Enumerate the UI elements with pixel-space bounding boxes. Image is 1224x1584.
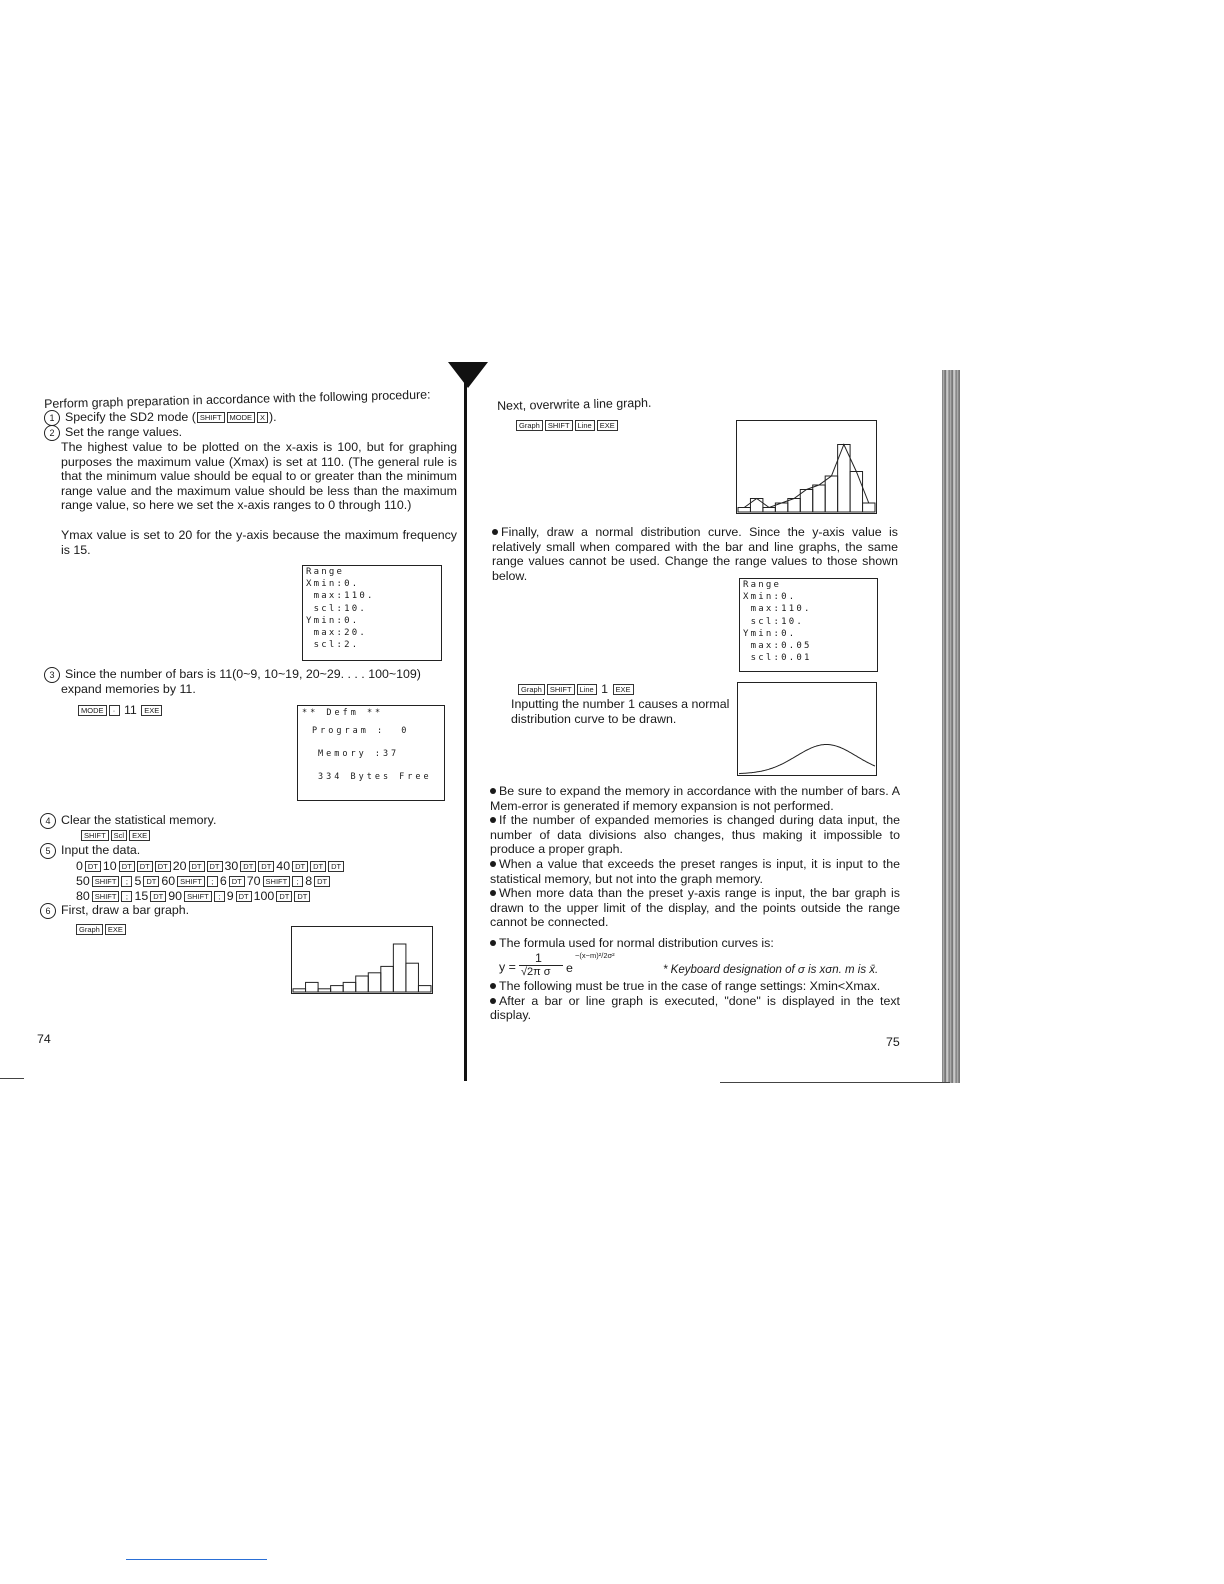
lcd-line: scl:2. [306, 640, 360, 651]
exe-key: EXE [129, 830, 150, 841]
formula-intro [490, 936, 774, 951]
step-6-keys [75, 922, 127, 937]
scl-key: Scl [111, 830, 127, 841]
page-edge [942, 370, 960, 1083]
note-text: The following must be true in the case of range settings: Xmin<Xmax. [499, 979, 881, 993]
intro-text: Perform graph preparation in accordance with the following procedure: [44, 387, 431, 411]
data-value: 80 [76, 889, 90, 903]
formula-e: e [566, 961, 573, 975]
note-item [490, 857, 900, 886]
shift-key: SHIFT [197, 412, 225, 423]
exe-key: EXE [613, 684, 634, 695]
x-key: X [257, 412, 268, 423]
semicolon-key: ; [121, 891, 132, 902]
semicolon-key: ; [292, 876, 303, 887]
dt-key: DT [229, 876, 245, 887]
data-value: 50 [76, 874, 90, 888]
bullet-dot [490, 890, 496, 896]
semicolon-key: ; [121, 876, 132, 887]
dt-key: DT [314, 876, 330, 887]
dt-key: DT [143, 876, 159, 887]
bar-graph-display [291, 926, 433, 994]
dt-key: DT [85, 861, 101, 872]
page-fold-mark [448, 362, 488, 388]
data-value: 20 [172, 859, 187, 873]
normal-keys [517, 682, 635, 697]
step-text: Since the number of bars is 11(0~9, 10~19, 20~29. . . . 100~109) [65, 667, 421, 681]
step-1 [44, 410, 277, 426]
step-number: 4 [40, 813, 56, 829]
shift-key: SHIFT [81, 830, 109, 841]
data-value: 90 [168, 889, 183, 903]
dt-key: DT [137, 861, 153, 872]
dot-key: · [109, 705, 120, 716]
note-item [490, 784, 900, 813]
defm-display [297, 705, 445, 801]
page-number-right: 75 [886, 1035, 900, 1049]
lcd-line: Program : 0 [312, 726, 410, 736]
step-3-line-2: expand memories by 11. [61, 682, 196, 696]
note-item [490, 994, 900, 1023]
dt-key: DT [294, 891, 310, 902]
note-text: When a value that exceeds the preset ranges is input, it is input to the statistical memory, but not into the graph memory. [490, 856, 900, 886]
data-value: 100 [253, 889, 275, 903]
notes-list [490, 784, 900, 930]
notes-list-2 [490, 979, 900, 1023]
formula-intro-text: The formula used for normal distribution curves is: [499, 936, 774, 950]
page-gutter [464, 368, 467, 1081]
link-underline [126, 1559, 267, 1560]
lcd-line: max:20. [306, 628, 367, 639]
note-item [490, 979, 900, 994]
lcd-line: ** Defm ** [302, 708, 384, 718]
step-number: 6 [40, 903, 56, 919]
shift-key: SHIFT [545, 420, 573, 431]
bullet-dot [490, 788, 496, 794]
note-text: When more data than the preset y-axis range is input, the bar graph is drawn to the upper limit of the display, and the points outside the range cannot be connected. [490, 886, 900, 930]
bullet-dot [490, 861, 496, 867]
bullet-dot [490, 998, 496, 1004]
step-number: 3 [44, 667, 60, 683]
edge-line-left [0, 1078, 24, 1079]
data-value: 9 [226, 889, 234, 903]
key-value: 1 [601, 682, 609, 696]
dt-key: DT [276, 891, 292, 902]
formula-numerator: 1 [535, 951, 542, 965]
step-5 [40, 843, 140, 859]
step-number: 2 [44, 425, 60, 441]
note-text: After a bar or line graph is executed, "done" is displayed in the text display. [490, 993, 900, 1023]
bullet-dot [490, 817, 496, 823]
lcd-line: scl:0.01 [743, 653, 812, 664]
data-input-line-3 [75, 889, 311, 904]
data-value: 5 [134, 874, 142, 888]
dt-key: DT [119, 861, 135, 872]
shift-key: SHIFT [547, 684, 575, 695]
next-keys [515, 418, 619, 433]
lcd-line: Range [743, 580, 782, 590]
step-text: Input the data. [61, 843, 141, 857]
shift-key: SHIFT [263, 876, 291, 887]
note-item [490, 813, 900, 857]
data-value: 15 [134, 889, 149, 903]
step-4-keys [80, 828, 151, 843]
lcd-line: Xmin:0. [743, 592, 797, 603]
mode-key: MODE [227, 412, 256, 423]
bullet-dot [490, 940, 496, 946]
data-input-line-1 [75, 859, 345, 874]
range-display-left [302, 565, 442, 661]
lcd-line: 334 Bytes Free [318, 772, 432, 782]
range-display-right [739, 578, 878, 672]
note-text: If the number of expanded memories is changed during data input, the number of data divisions also changes, thus making it impossible to produce a proper graph. [490, 813, 900, 857]
lcd-line: scl:10. [306, 603, 367, 614]
data-value: 30 [224, 859, 239, 873]
formula [499, 951, 899, 979]
lcd-line: max:110. [743, 604, 812, 615]
data-value: 8 [305, 874, 313, 888]
dt-key: DT [310, 861, 326, 872]
step-text: First, draw a bar graph. [61, 903, 190, 917]
bullet-dot [492, 529, 498, 535]
lcd-line: scl:10. [743, 616, 804, 627]
page-number-left: 74 [37, 1032, 51, 1046]
data-value: 60 [161, 874, 176, 888]
finally-body: Finally, draw a normal distribution curve. Since the y-axis value is relatively small when compared with the bar and line graphs, the same range values cannot be used. Change the range values to those shown below. [492, 525, 898, 583]
bullet-dot [490, 983, 496, 989]
line-key: Line [577, 684, 597, 695]
lcd-line: Ymin:0. [743, 628, 797, 639]
normal-curve-display [737, 682, 877, 776]
step-2-para-2: Ymax value is set to 20 for the y-axis because the maximum frequency is 15. [61, 528, 457, 557]
step-4 [40, 813, 216, 829]
semicolon-key: ; [207, 876, 218, 887]
step-3-keys [77, 703, 163, 718]
step-text: Specify the SD2 mode ( [65, 410, 196, 424]
exe-key: EXE [141, 705, 162, 716]
formula-exponent: −(x−m)²/2σ² [575, 951, 615, 960]
lcd-line: Ymin:0. [306, 615, 360, 626]
next-text: Next, overwrite a line graph. [497, 395, 652, 413]
shift-key: SHIFT [177, 876, 205, 887]
step-text-end: ). [269, 410, 277, 424]
lcd-line: max:0.05 [743, 641, 812, 652]
data-input-line-2 [75, 874, 331, 889]
shift-key: SHIFT [184, 891, 212, 902]
shift-key: SHIFT [92, 891, 120, 902]
dt-key: DT [292, 861, 308, 872]
data-value: 6 [219, 874, 227, 888]
formula-note: * Keyboard designation of σ is xσn. m is x̄. [663, 964, 879, 976]
exe-key: EXE [597, 420, 618, 431]
dt-key: DT [240, 861, 256, 872]
semicolon-key: ; [214, 891, 225, 902]
step-3 [44, 667, 421, 683]
exe-key: EXE [105, 924, 126, 935]
dt-key: DT [189, 861, 205, 872]
dt-key: DT [150, 891, 166, 902]
data-value: 0 [76, 859, 83, 873]
normal-note: Inputting the number 1 causes a normal distribution curve to be drawn. [511, 697, 730, 726]
step-2-para-1: The highest value to be plotted on the x-axis is 100, but for graphing purposes the maximum value (Xmax) is set at 110. (The general rule is that the minimum value should be equal to or greater than the minimum range value and the maximum value should be less than the maximum range value, so here we set the x-axis ranges to 0 through 110.) [61, 440, 457, 513]
note-item [490, 886, 900, 930]
data-value: 40 [276, 859, 291, 873]
lcd-line: max:110. [306, 591, 375, 602]
note-text: Be sure to expand the memory in accordance with the number of bars. A Mem-error is generated if memory expansion is not performed. [490, 784, 900, 813]
formula-denominator: √2π σ [521, 966, 551, 978]
line-key: Line [575, 420, 595, 431]
dt-key: DT [155, 861, 171, 872]
dt-key: DT [258, 861, 274, 872]
dt-key: DT [207, 861, 223, 872]
key-value: 11 [123, 703, 137, 717]
mode-key: MODE [78, 705, 107, 716]
data-value: 10 [102, 859, 117, 873]
line-graph-display [736, 420, 877, 514]
dt-key: DT [328, 861, 344, 872]
lcd-line: Xmin:0. [306, 579, 360, 590]
step-6 [40, 903, 189, 919]
step-number: 5 [40, 843, 56, 859]
edge-line-right [720, 1082, 950, 1083]
step-text: Set the range values. [65, 425, 183, 439]
shift-key: SHIFT [92, 876, 120, 887]
dt-key: DT [236, 891, 252, 902]
graph-key: Graph [76, 924, 103, 935]
data-value: 70 [246, 874, 261, 888]
lcd-line: Memory :37 [318, 749, 400, 759]
graph-key: Graph [518, 684, 545, 695]
step-text: Clear the statistical memory. [61, 813, 217, 827]
formula-lhs: y = [499, 960, 516, 974]
graph-key: Graph [516, 420, 543, 431]
finally-text [492, 525, 898, 583]
lcd-line: Range [306, 567, 345, 577]
step-number: 1 [44, 410, 60, 426]
step-2 [44, 425, 182, 441]
